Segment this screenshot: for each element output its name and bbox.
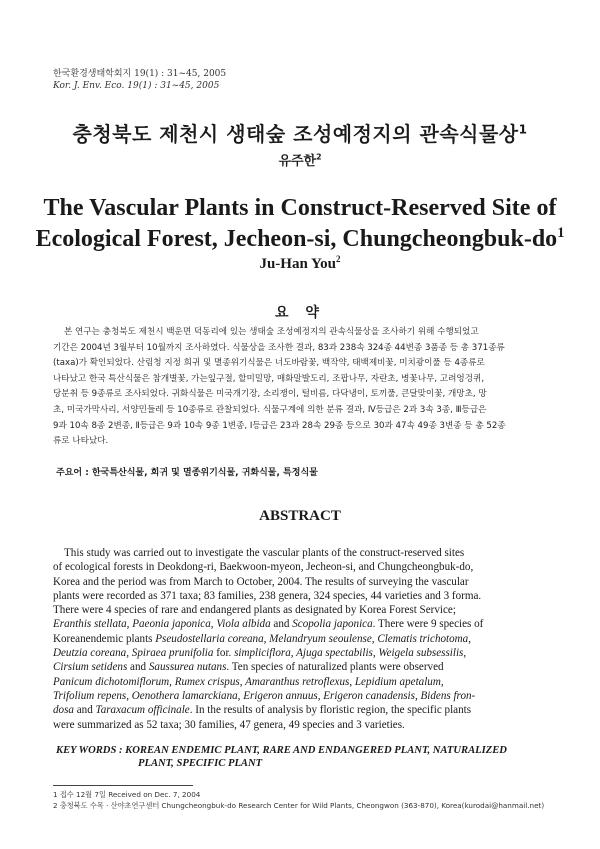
english-title-line-2	[30, 224, 570, 255]
footnote-received: 1 접수 12월 7일 Received on Dec. 7, 2004	[53, 790, 201, 799]
abstract-segment: Korea and the period was from March to October, 2004. The results of surveying the vascular	[53, 575, 469, 588]
abstract-line	[53, 703, 550, 717]
abstract-italic-segment: Pseudostellaria coreana, Melandryum seoulense, Clematis trichotoma,	[155, 632, 471, 645]
abstract-segment: were summarized as 52 taxa; 30 families, 47 genera, 49 species and 3 varieties.	[53, 718, 405, 731]
abstract-line	[53, 546, 550, 560]
footnote-affiliation: 2 충청북도 수목 · 산야초연구센터 Chungcheongbuk-do Research Center for Wild Plants, Cheongwon (363-870), Korea(kurodai@hanmail.net)	[53, 801, 545, 810]
journal-ref-korean: 한국환경생태학회지 19(1) : 31~45, 2005	[53, 69, 227, 79]
english-title	[30, 193, 570, 255]
abstract-segment: This study was carried out to investigate the vascular plants of the construct-reserved sites	[64, 547, 465, 559]
abstract-heading: ABSTRACT	[259, 508, 341, 524]
abstract-line	[53, 632, 550, 646]
abstract-italic-segment: Cirsium setidens	[53, 661, 128, 674]
abstract-segment: of ecological forests in Deokdong-ri, Baekwoon-myeon, Jecheon-si, and Chungcheongbuk-do,	[53, 561, 474, 574]
summary-line: 9과 10속 8종 2변종, Ⅱ등급은 9과 10속 9종 1변종, Ⅰ등급은 23과 28속 29종 등으로 30과 47속 49종 3변종 등 총 52종	[53, 420, 506, 431]
abstract-segment: plants were recorded as 371 taxa; 83 families, 238 genera, 324 species, 44 varieties and 3 forma.	[53, 589, 482, 602]
abstract-segment: . There were 9 species of	[372, 618, 484, 631]
summary-line: 본 연구는 충청북도 제천시 백운면 덕동리에 있는 생태숲 조성예정지의 관속식물상을 조사하기 위해 수행되었고	[64, 327, 479, 337]
english-title-line-2-text: Ecological Forest, Jecheon-si, Chungcheongbuk-do	[35, 226, 558, 252]
korean-summary-heading: 요 약	[275, 305, 325, 321]
english-title-line-1: The Vascular Plants in Construct-Reserved Site of	[43, 195, 557, 221]
footnotes	[53, 789, 544, 811]
summary-line: 기간은 2004년 3월부터 10월까지 조사하였다. 식물상을 조사한 결과, 83과 238속 324종 44변종 3품종 등 총 371종류	[53, 342, 505, 353]
abstract-italic-segment: Taraxacum officinale	[95, 704, 190, 717]
korean-keywords: 주요어 : 한국특산식물, 희귀 및 멸종위기식물, 귀화식물, 특정식물	[56, 468, 318, 478]
abstract-segment: and	[127, 661, 149, 674]
abstract-line	[53, 675, 550, 689]
abstract-segment: and	[270, 618, 293, 631]
abstract-line	[53, 560, 550, 574]
abstract-italic-segment: Panicum dichotomiflorum, Rumex crispus, Amaranthus retroflexus, Lepidium apetalum,	[53, 675, 444, 688]
english-author-name: Ju-Han You	[259, 256, 337, 272]
abstract-italic-segment: Eranthis stellata, Paeonia japonica, Viola albida	[53, 618, 271, 631]
english-author-footnote-mark: 2	[336, 254, 341, 264]
journal-reference	[53, 68, 226, 92]
abstract-line	[53, 718, 550, 732]
summary-line: 나타났고 한국 특산식물은 참개별꽃, 가는잎구절, 할미밀망, 매화말발도리, 조팝나무, 자란초, 병꽃나무, 고려엉겅퀴,	[53, 373, 485, 384]
korean-author	[0, 150, 600, 169]
korean-title-text: 충청북도 제천시 생태숲 조성예정지의 관속식물상	[72, 122, 519, 146]
abstract-line	[53, 589, 550, 603]
abstract-segment: . Ten species of naturalized plants were observed	[226, 661, 444, 674]
english-author	[0, 256, 600, 273]
abstract-line	[53, 646, 550, 660]
abstract-italic-segment: Deutzia coreana, Spiraea prunifolia	[53, 647, 214, 660]
footnote-divider	[53, 785, 193, 786]
abstract-line	[53, 617, 550, 631]
abstract-segment: There were 4 species of rare and endangered plants as designated by Korea Forest Service;	[53, 604, 456, 617]
abstract-segment: . In the results of analysis by floristic region, the specific plants	[189, 704, 472, 717]
abstract-segment: and	[73, 704, 96, 717]
korean-author-name: 유주한	[278, 154, 317, 169]
abstract-line	[53, 660, 550, 674]
english-keywords-line-1: KEY WORDS : KOREAN ENDEMIC PLANT, RARE AND ENDANGERED PLANT, NATURALIZED	[56, 745, 507, 756]
korean-title	[0, 118, 600, 147]
abstract-line	[53, 575, 550, 589]
abstract-segment: Koreanendemic plants	[53, 632, 156, 645]
abstract-italic-segment: dosa	[53, 704, 74, 717]
korean-title-footnote-mark: 1	[518, 122, 528, 137]
summary-line: 류로 나타났다.	[53, 436, 109, 447]
abstract-italic-segment: Scopolia japonica	[292, 618, 373, 631]
journal-ref-english: Kor. J. Env. Eco. 19(1) : 31~45, 2005	[53, 81, 220, 91]
abstract-italic-segment: Saussurea nutans	[148, 661, 227, 674]
abstract-segment: for.	[213, 647, 235, 660]
abstract-italic-segment: Trifolium repens, Oenothera lamarckiana, Erigeron annuus, Erigeron canadensis, Bidens fron-	[53, 689, 476, 702]
english-abstract	[53, 546, 550, 732]
abstract-line	[53, 689, 550, 703]
summary-line: (taxa)가 확인되었다. 산림청 지정 희귀 및 멸종위기식물은 너도바람꽃, 백작약, 태백제비꽃, 미치광이풀 등 4종류로	[53, 358, 485, 369]
korean-summary	[53, 325, 550, 450]
abstract-italic-segment: simpliciflora, Ajuga spectabilis, Weigela subsessilis,	[234, 647, 467, 660]
abstract-line	[53, 603, 550, 617]
korean-author-footnote-mark: 2	[316, 152, 322, 162]
summary-line: 초, 미국가막사리, 서양민들레 등 10종류로 관찰되었다. 식물구계에 의한 분류 결과, Ⅳ등급은 2과 3속 3종, Ⅲ등급은	[53, 404, 487, 415]
summary-line: 당분취 등 9종류로 조사되었다. 귀화식물은 미국개기장, 소리쟁이, 털비름, 다닥냉이, 토끼풀, 큰달맞이꽃, 개망초, 망	[53, 389, 487, 400]
english-title-footnote-mark: 1	[557, 225, 565, 241]
english-keywords	[56, 744, 556, 770]
english-keywords-line-2: PLANT, SPECIFIC PLANT	[138, 758, 263, 769]
